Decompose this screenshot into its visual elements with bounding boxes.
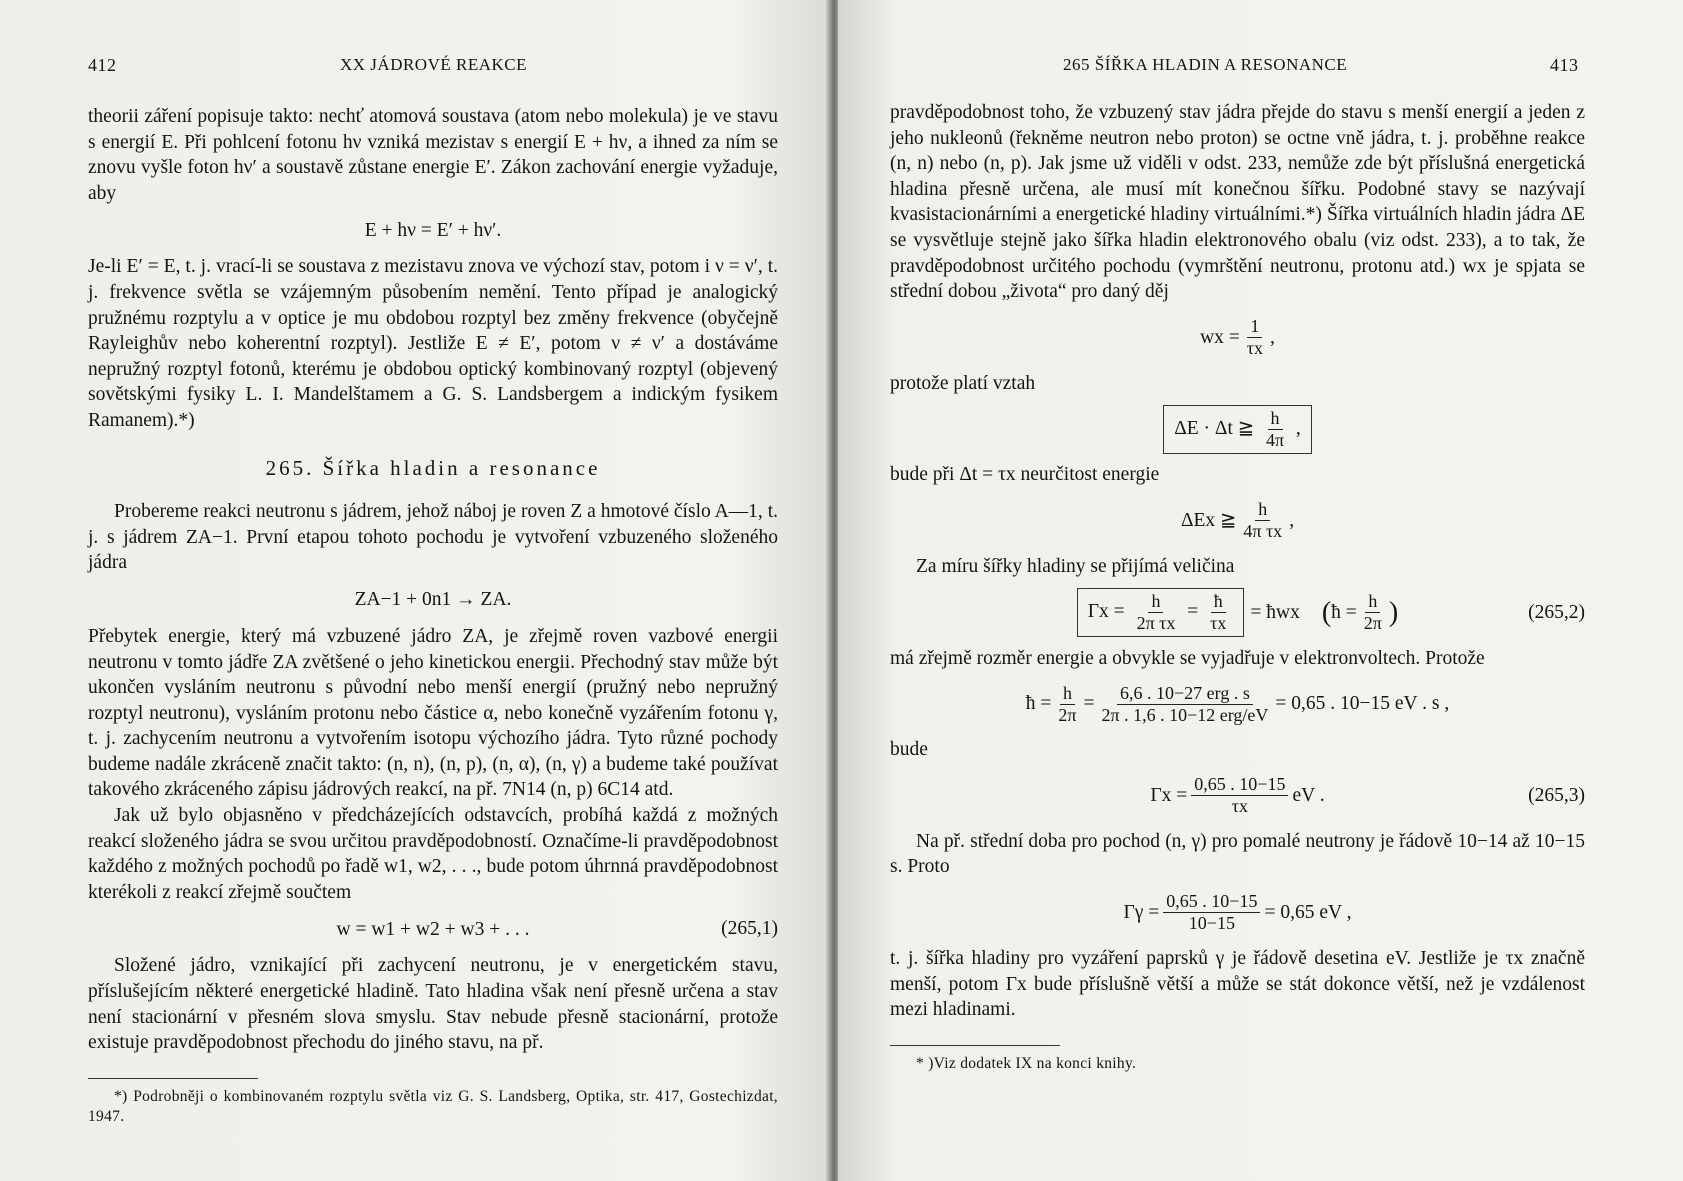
paragraph: protože platí vztah <box>890 372 1036 394</box>
paragraph: bude při Δt = τx neurčitost energie <box>890 464 1160 486</box>
paragraph: Složené jádro, vznikající při zachycení neutronu, je v energetickém stavu, příslušejícím některé energetické hladině. Tato hladina však není přesně určena a stav není stacionární v přesném slova smyslu. Stav nebude přesně stacionární, protože existuje pravděpodobnost přechodu do jiného stavu, na př. <box>88 955 778 1054</box>
fraction: $\frac{1}{\tau x}$ <box>1246 316 1264 359</box>
footnote: *) Podrobněji o kombinovaném rozptylu světla viz G. S. Landsberg, Optika, str. 417, Gostechizdat, 1947. <box>88 1087 778 1125</box>
equation-number: (265,3) <box>1528 784 1585 806</box>
fraction: $\frac{0,65 . 10-15}{10-15}$ <box>1163 891 1260 934</box>
paragraph: Za míru šířky hladiny se přijímá veličina <box>916 555 1235 577</box>
paragraph: pravděpodobnost toho, že vzbuzený stav jádra přejde do stavu s menší energií a jeden z jeho nukleonů (řekněme neutron nebo proton) se octne vně jádra, t. j. proběhne reakce (n, n) nebo (n, p). Jak jsme už viděli v odst. 233, nemůže zde být příslušná energetická hladina přesně určena, ale musí mít konečnou šířku. Podobné stavy se nazývají kvasistacionárními a energetické hladiny virtuálními.*) Šířka virtuálních hladin jádra ΔE se vysvětluje stejně jako šířka hladin elektronového obalu (viz odst. 233), a to tak, že pravděpodobnost určitého pochodu (vymrštění neutronu, protonu atd.) wx je spjata se střední dobou „života“ pro daný děj <box>890 102 1585 303</box>
paragraph: theorii záření popisuje takto: nechť atomová soustava (atom nebo molekula) je ve stavu s energií E. Při pohlcení fotonu hν vzniká mezistav s energií E + hν, a ihned za ním se znovu vyšle foton hν′ a soustavě zůstane energie E′. Zákon zachování energie vyžaduje, aby <box>88 106 778 204</box>
paragraph: Je-li E′ = E, t. j. vrací-li se soustava z mezistavu znova ve výchozí stav, potom i ν = ν′, t. j. frekvence světla se vzájemným působením nemění. Tento případ je analogický pružnému rozptylu a v optice je mu obdobou rozptyl bez změny frekvence (obyčejně Rayleighův nebo koherentní rozptyl). Jestliže E ≠ E′, potom ν ≠ ν′ a dostáváme nepružný rozptyl fotonů, kterému je obdobou optický kombinovaný rozptyl (objevený sovětskými fysiky L. I. Mandelštamem a G. S. Landsbergem a indickým fysikem Ramanem).*) <box>88 256 778 431</box>
equation-sum: w = w1 + w2 + w3 + . . . (265,1) <box>88 912 778 946</box>
left-page <box>0 0 830 1181</box>
footnote: * )Viz dodatek IX na konci knihy. <box>916 1054 1137 1072</box>
paragraph: Na př. střední doba pro pochod (n, γ) pro pomalé neutrony je řádově 10−14 až 10−15 s. Proto <box>890 830 1585 878</box>
equation-energy: E + hν = E′ + hν′. <box>364 219 502 241</box>
equation-gamma: Γx = $\frac{h}{\text{2π τx}}$ = $\frac{ħ}{\tau x}$ = ħwx ( ħ = $\frac{h}{2\pi}$ ) (265,2) <box>890 587 1585 639</box>
right-text-column <box>890 100 1585 1074</box>
section-heading: 265. Šířka hladin a resonance <box>265 455 601 480</box>
equation-wx: wx = $\frac{1}{\tau x}$ , <box>1200 316 1275 359</box>
right-page <box>838 0 1683 1181</box>
boxed-relation: Γx = $\frac{h}{\text{2π τx}}$ = $\frac{ħ}{\tau x}$ <box>1077 588 1245 637</box>
paragraph: bude <box>890 739 928 761</box>
equation-delta-ex: ΔEx ≧ $\frac{h}{\text{4π τx}}$ , <box>1180 499 1295 542</box>
boxed-relation: ΔE · Δt ≧ $\frac{h}{4\pi}$ , <box>1163 405 1312 454</box>
fraction: $\frac{h}{\text{2π τx}}$ <box>1136 591 1176 634</box>
fraction: $\frac{0,65 . 10-15}{\tau x}$ <box>1191 774 1288 817</box>
fraction: $\frac{\text{6,6 . 10−27 erg . s}}{\text{2π . 1,6 . 10−12 erg/eV}}$ <box>1101 682 1269 725</box>
page-number: 412 <box>88 55 117 75</box>
paragraph: t. j. šířka hladiny pro vyzáření paprsků γ je řádově desetina eV. Jestliže je τx značně menší, potom Γx bude příslušně větší a může se stát dokonce větší, než je vzdálenost mezi hladinami. <box>890 947 1585 1021</box>
equation-reaction: ZA−1 + 0n1 → ZA. <box>354 589 512 611</box>
paragraph: Přebytek energie, který má vzbuzené jádro ZA, je zřejmě roven vazbové energii neutronu v tomto jádře ZA zvětšené o jeho kinetickou energii. Přechodný stav může být ukončen vysláním neutronu s původní nebo menší energií (pružný nebo nepružný rozptyl neutronu), vysláním protonu nebo částice α, nebo konečně vyzářením fotonu γ, t. j. zachycením neutronu a vytvořením isotopu výchozího jádra. Tyto různé pochody budeme nadále zkráceně značit takto: (n, n), (n, p), (n, α), (n, γ) a budeme také používat takového zkráceného zápisu jádrových reakcí, na př. 7N14 (n, p) 6C14 atd. <box>88 625 778 801</box>
equation-hbar: ħ = $\frac{h}{2\pi}$ = $\frac{\text{6,6 . 10−27 erg . s}}{\text{2π . 1,6 . 10−12 erg/eV}}$ = 0,65 . 10−15 eV . s , <box>1025 682 1450 725</box>
fraction: $\frac{h}{\text{4π τx}}$ <box>1243 499 1283 542</box>
fraction: $\frac{h}{4\pi}$ <box>1265 407 1285 450</box>
footnote-rule <box>88 1078 258 1079</box>
running-head: XX JÁDROVÉ REAKCE <box>340 55 527 74</box>
equation-number: (265,2) <box>1528 601 1585 623</box>
left-text-column <box>88 104 778 1127</box>
running-head: 265 ŠÍŘKA HLADIN A RESONANCE <box>1063 55 1348 74</box>
equation-uncertainty <box>890 403 1585 455</box>
fraction: $\frac{h}{2\pi}$ <box>1058 682 1077 725</box>
fraction: $\frac{ħ}{\tau x}$ <box>1210 591 1227 634</box>
paragraph: má zřejmě rozměr energie a obvykle se vyjadřuje v elektronvoltech. Protože <box>890 647 1485 669</box>
footnote-rule <box>890 1045 1060 1046</box>
equation-gamma-gamma: Γγ = $\frac{0,65 . 10-15}{10-15}$ = 0,65 eV , <box>1123 891 1352 934</box>
equation-gamma-x: Γx = $\frac{0,65 . 10-15}{\tau x}$ eV . (265,3) <box>1150 774 1585 817</box>
paragraph: Jak už bylo objasněno v předcházejících odstavcích, probíhá každá z možných reakcí složeného jádra se svou určitou pravděpodobností. Označíme-li pravděpodobnost každého z možných pochodů po řadě w1, w2, . . ., bude potom úhrnná pravděpodobnost kterékoli z reakcí zřejmě součtem <box>88 805 778 903</box>
page-number: 413 <box>1550 55 1579 75</box>
fraction: $\frac{h}{2\pi}$ <box>1363 591 1382 634</box>
equation-number: (265,1) <box>721 918 778 940</box>
paragraph: Probereme reakci neutronu s jádrem, jehož náboj je roven Z a hmotové číslo A—1, t. j. s jádrem ZA−1. První etapou tohoto pochodu je vytvoření vzbuzeného složeného jádra <box>88 501 778 574</box>
